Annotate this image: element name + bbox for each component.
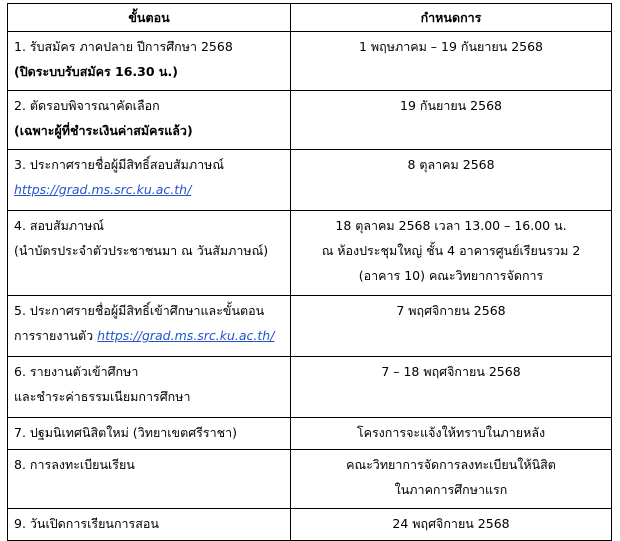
step-note: และชำระค่าธรรมเนียมการศึกษา [14, 389, 191, 404]
step-cell [8, 150, 291, 211]
table-row [8, 296, 612, 357]
date-cell [291, 32, 612, 91]
step-cell [8, 509, 291, 541]
date-text: 7 พฤศจิกายน 2568 [396, 303, 506, 318]
table-row [8, 357, 612, 418]
date-text: 18 ตุลาคม 2568 เวลา 13.00 – 16.00 น. [335, 218, 567, 233]
date-cell [291, 450, 612, 509]
date-text: 1 พฤษภาคม – 19 กันยายน 2568 [358, 39, 544, 54]
table-row [8, 418, 612, 450]
step-text: 3. ประกาศรายชื่อผู้มีสิทธิ์สอบสัมภาษณ์ [14, 157, 224, 172]
table-row [8, 91, 612, 150]
date-location-detail: (อาคาร 10) คณะวิทยาการจัดการ [358, 268, 544, 283]
step-cell [8, 450, 291, 509]
header-step: ขั้นตอน [8, 4, 291, 32]
step-note: (นำบัตรประจำตัวประชาชนมา ณ วันสัมภาษณ์) [14, 243, 269, 258]
date-cell [291, 509, 612, 541]
date-text: 7 – 18 พฤศจิกายน 2568 [381, 364, 521, 379]
table-row [8, 450, 612, 509]
admission-schedule-table [7, 3, 612, 541]
date-text: คณะวิทยาการจัดการลงทะเบียนให้นิสิต [346, 457, 556, 472]
date-text: 8 ตุลาคม 2568 [407, 157, 495, 172]
date-cell [291, 418, 612, 450]
step-text: 6. รายงานตัวเข้าศึกษา [14, 364, 139, 379]
step-text: 4. สอบสัมภาษณ์ [14, 218, 104, 233]
date-text: 19 กันยายน 2568 [400, 98, 502, 113]
step-cell [8, 91, 291, 150]
table-header-row [8, 4, 612, 32]
step-text: 1. รับสมัคร ภาคปลาย ปีการศึกษา 2568 [14, 39, 233, 54]
date-text: โครงการจะแจ้งให้ทราบในภายหลัง [356, 425, 546, 440]
step-cell [8, 32, 291, 91]
date-text: 24 พฤศจิกายน 2568 [392, 516, 510, 531]
step-cell [8, 357, 291, 418]
step-text: 5. ประกาศรายชื่อผู้มีสิทธิ์เข้าศึกษาและขั้นตอน [14, 303, 265, 318]
grad-website-link[interactable]: https://grad.ms.src.ku.ac.th/ [97, 328, 275, 343]
date-cell [291, 150, 612, 211]
step-cell [8, 418, 291, 450]
date-text-detail: ในภาคการศึกษาแรก [394, 482, 508, 497]
table-row [8, 509, 612, 541]
step-text: 2. ตัดรอบพิจารณาคัดเลือก [14, 98, 160, 113]
date-cell [291, 91, 612, 150]
table-row [8, 150, 612, 211]
step-cell [8, 211, 291, 296]
date-cell [291, 296, 612, 357]
header-schedule: กำหนดการ [291, 4, 612, 32]
date-location: ณ ห้องประชุมใหญ่ ชั้น 4 อาคารศูนย์เรียนรวม 2 [321, 243, 581, 258]
table-row [8, 32, 612, 91]
step-text-prefix: การรายงานตัว [14, 328, 98, 343]
step-text: 7. ปฐมนิเทศนิสิตใหม่ (วิทยาเขตศรีราชา) [14, 425, 237, 440]
date-cell [291, 357, 612, 418]
step-note: (ปิดระบบรับสมัคร 16.30 น.) [14, 64, 178, 79]
grad-website-link[interactable]: https://grad.ms.src.ku.ac.th/ [14, 182, 192, 197]
step-note: (เฉพาะผู้ที่ชำระเงินค่าสมัครแล้ว) [14, 123, 193, 138]
step-text: 9. วันเปิดการเรียนการสอน [14, 516, 159, 531]
step-text: 8. การลงทะเบียนเรียน [14, 457, 135, 472]
date-cell [291, 211, 612, 296]
step-cell [8, 296, 291, 357]
table-row [8, 211, 612, 296]
